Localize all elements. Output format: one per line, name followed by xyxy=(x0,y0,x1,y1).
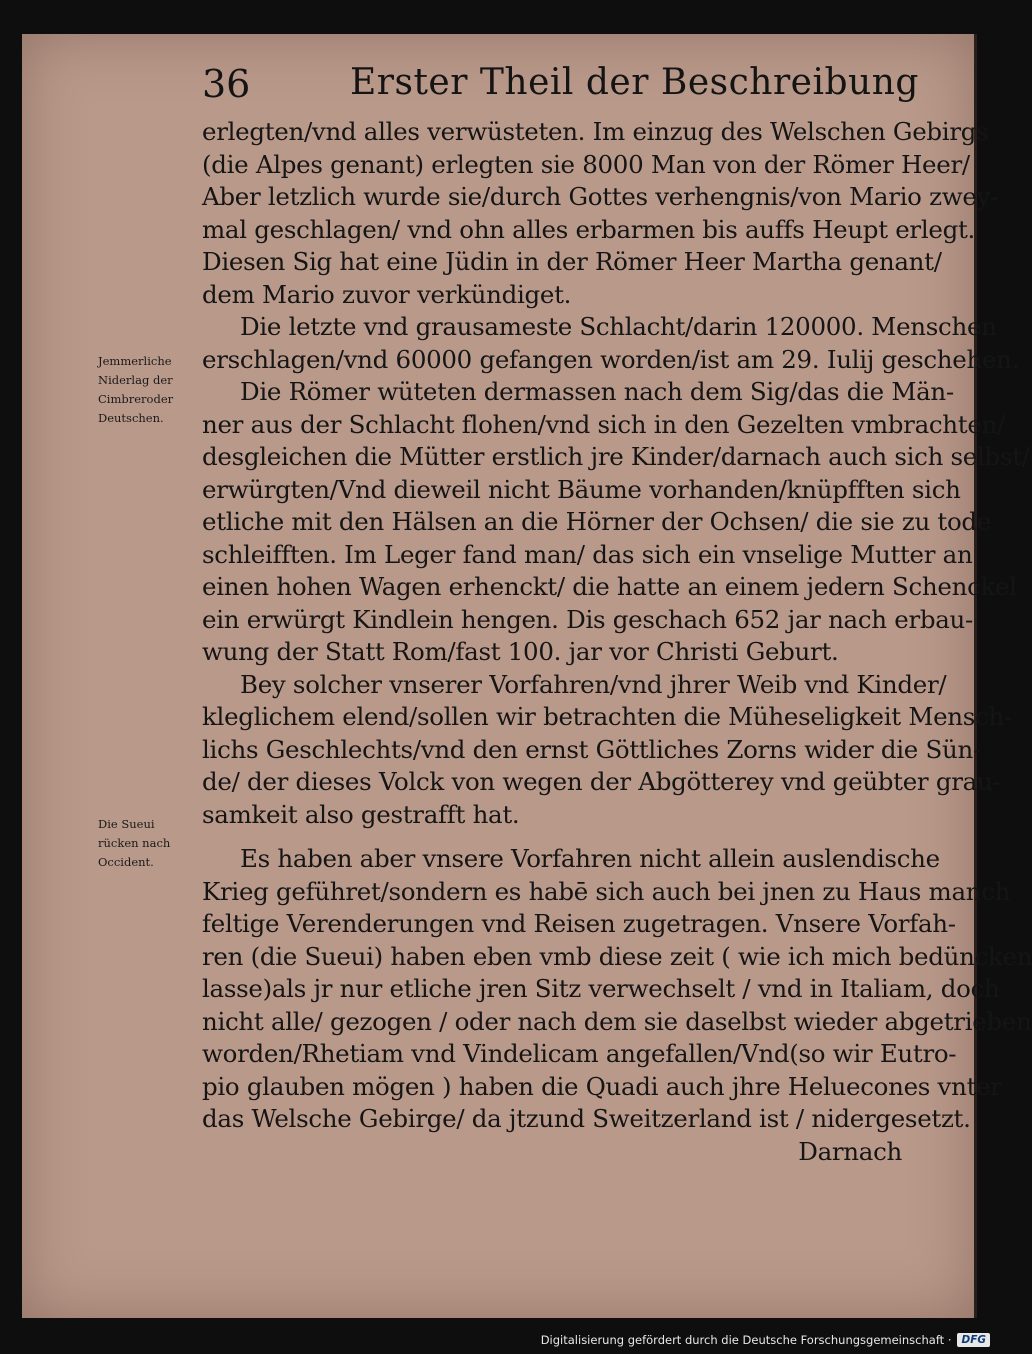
text-line: ein erwürgt Kindlein hengen. Dis geschach 652 jar nach erbau- xyxy=(202,604,974,634)
marginal-note-line: Jemmerliche xyxy=(98,354,172,368)
text-line: Die Römer wüteten dermassen nach dem Sig/das die Män- xyxy=(240,377,954,406)
text-line: das Welsche Gebirge/ da jtzund Sweitzerland ist / nidergesetzt. xyxy=(202,1104,971,1133)
footer xyxy=(541,1333,990,1347)
text-line: pio glauben mögen ) haben die Quadi auch jhre Heluecones vnter xyxy=(202,1071,1002,1101)
marginal-note-line: Deutschen. xyxy=(98,411,164,425)
text-line: Es haben aber vnsere Vorfahren nicht allein auslendische xyxy=(240,844,940,873)
text-line: ren (die Sueui) haben eben vmb diese zeit ( wie ich mich bedüncken xyxy=(202,941,1032,971)
text-line: nicht alle/ gezogen / oder nach dem sie daselbst wieder abgetrieben xyxy=(202,1006,1032,1036)
text-line: Aber letzlich wurde sie/durch Gottes verhengnis/von Mario zwey- xyxy=(202,182,999,211)
text-line: ner aus der Schlacht flohen/vnd sich in den Gezelten vmbrachten/ xyxy=(202,409,1005,439)
text-line: worden/Rhetiam vnd Vindelicam angefallen/Vnd(so wir Eutro- xyxy=(202,1039,957,1068)
text-line: mal geschlagen/ vnd ohn alles erbarmen bis auffs Heupt erlegt. xyxy=(202,214,975,244)
catchword: Darnach xyxy=(798,1136,902,1166)
text-line: erwürgten/Vnd dieweil nicht Bäume vorhanden/knüpfften sich xyxy=(202,474,961,504)
text-line: Die letzte vnd grausameste Schlacht/darin 120000. Menschen xyxy=(240,312,997,341)
text-line: schleifften. Im Leger fand man/ das sich ein vnselige Mutter an xyxy=(202,539,973,569)
text-line: (die Alpes genant) erlegten sie 8000 Man von der Römer Heer/ xyxy=(202,149,970,179)
paragraph-gap xyxy=(202,831,902,843)
marginal-note-line: Occident. xyxy=(98,855,154,869)
text-line: Bey solcher vnserer Vorfahren/vnd jhrer Weib vnd Kinder/ xyxy=(240,669,947,699)
funding-credit: Digitalisierung gefördert durch die Deutsche Forschungsgemeinschaft · xyxy=(540,1333,952,1347)
body-text xyxy=(202,116,1032,1168)
text-line: etliche mit den Hälsen an die Hörner der Ochsen/ die sie zu tode xyxy=(202,507,992,536)
text-line: wung der Statt Rom/fast 100. jar vor Christi Geburt. xyxy=(202,637,839,666)
marginal-note-line: rücken nach xyxy=(98,836,171,850)
marginal-note xyxy=(98,815,208,872)
marginal-note-line: Niderlag der xyxy=(98,373,173,387)
text-line: de/ der dieses Volck von wegen der Abgötterey vnd geübter grau- xyxy=(202,767,1001,796)
text-line: desgleichen die Mütter erstlich jre Kinder/darnach auch sich selbst/ xyxy=(202,442,1030,471)
marginal-note xyxy=(98,352,208,428)
page-header xyxy=(202,62,919,122)
text-line: einen hohen Wagen erhenckt/ die hatte an einem jedern Schenckel xyxy=(202,572,1017,601)
page-number: 36 xyxy=(202,62,251,106)
text-line: kleglichem elend/sollen wir betrachten die Müheseligkeit Mensch- xyxy=(202,702,1012,731)
text-line: samkeit also gestrafft hat. xyxy=(202,799,520,829)
dfg-logo: DFG xyxy=(957,1333,990,1347)
text-line: erschlagen/vnd 60000 gefangen worden/ist am 29. Iulij geschehen. xyxy=(202,344,1020,374)
text-line: lichs Geschlechts/vnd den ernst Göttliches Zorns wider die Sün- xyxy=(202,734,981,764)
text-line: lasse)als jr nur etliche jren Sitz verwechselt / vnd in Italiam, doch xyxy=(202,974,1000,1003)
text-line: Krieg geführet/sondern es habē sich auch bei jnen zu Haus manch xyxy=(202,876,1011,906)
text-line: Diesen Sig hat eine Jüdin in der Römer Heer Martha genant/ xyxy=(202,247,942,276)
marginal-note-line: Die Sueui xyxy=(98,817,155,831)
text-line: feltige Verenderungen vnd Reisen zugetragen. Vnsere Vorfah- xyxy=(202,909,956,938)
text-line: dem Mario zuvor verkündiget. xyxy=(202,279,572,309)
marginal-note-line: Cimbreroder xyxy=(98,392,174,406)
text-line: erlegten/vnd alles verwüsteten. Im einzug des Welschen Gebirgs xyxy=(202,117,989,146)
running-head: Erster Theil der Beschreibung xyxy=(350,62,919,103)
